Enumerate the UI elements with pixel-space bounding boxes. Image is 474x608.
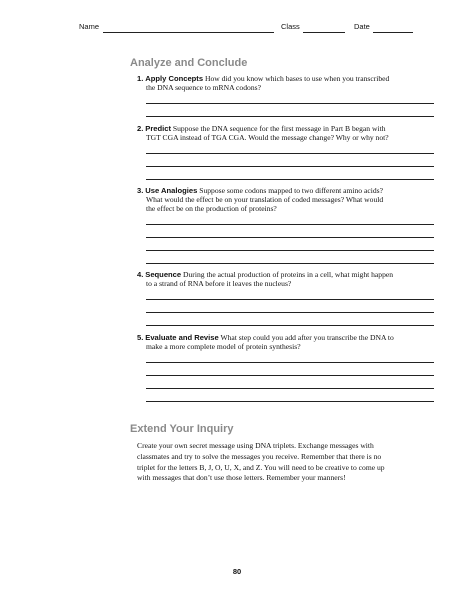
question-text: Suppose some codons mapped to two different amino acids? [199, 186, 383, 195]
answer-line[interactable] [146, 299, 434, 300]
question-text: Suppose the DNA sequence for the first message in Part B began with [172, 124, 386, 133]
name-label: Name [79, 22, 100, 31]
answer-line[interactable] [146, 179, 434, 180]
question-text: How did you know which bases to use when you transcribed [204, 74, 390, 83]
question-keyword: Evaluate and Revise [145, 333, 219, 342]
answer-line[interactable] [146, 153, 434, 154]
answer-line[interactable] [146, 224, 434, 225]
question-text: the DNA sequence to mRNA codons? [146, 83, 261, 92]
inquiry-line: Create your own secret message using DNA triplets. Exchange messages with [137, 441, 374, 450]
answer-line[interactable] [146, 103, 434, 104]
question-1 [137, 74, 437, 92]
date-blank[interactable] [373, 32, 413, 33]
question-keyword: Sequence [145, 270, 182, 279]
question-text: the effect be on the production of proteins? [146, 204, 277, 213]
inquiry-line: triplet for the letters B, J, O, U, X, and Z. You will need to be creative to come up [137, 462, 385, 472]
question-number: 1. [137, 74, 144, 83]
question-text: What step could you add after you transcribe the DNA to [220, 333, 394, 342]
question-4 [137, 270, 437, 288]
question-text: During the actual production of proteins in a cell, what might happen [183, 270, 394, 279]
question-text: What would the effect be on your translation of coded messages? What would [146, 195, 384, 204]
question-number: 4. [137, 270, 144, 279]
class-blank[interactable] [303, 32, 345, 33]
answer-line[interactable] [146, 263, 434, 264]
question-text: make a more complete model of protein synthesis? [146, 342, 301, 351]
class-label: Class [281, 22, 300, 31]
question-keyword: Predict [145, 124, 171, 133]
answer-line[interactable] [146, 375, 434, 376]
question-text: to a strand of RNA before it leaves the nucleus? [146, 279, 292, 288]
question-5 [137, 333, 437, 351]
answer-line[interactable] [146, 401, 434, 402]
question-text: TGT CGA instead of TGA CGA. Would the message change? Why or why not? [146, 133, 389, 142]
inquiry-paragraph [137, 441, 437, 484]
question-number: 2. [137, 124, 144, 133]
answer-line[interactable] [146, 237, 434, 238]
question-number: 5. [137, 333, 144, 342]
date-label: Date [354, 22, 370, 31]
question-number: 3. [137, 186, 144, 195]
answer-line[interactable] [146, 388, 434, 389]
answer-line[interactable] [146, 250, 434, 251]
analyze-conclude-title: Analyze and Conclude [130, 57, 248, 69]
answer-line[interactable] [146, 116, 434, 117]
student-info-header [79, 22, 413, 36]
answer-line[interactable] [146, 312, 434, 313]
question-3 [137, 186, 437, 213]
answer-line[interactable] [146, 362, 434, 363]
inquiry-line: classmates and try to solve the messages you receive. Remember that there is no [137, 451, 382, 461]
inquiry-line: with messages that don’t use those letters. Remember your manners! [137, 473, 346, 483]
question-keyword: Use Analogies [145, 186, 198, 195]
page-number: 80 [232, 567, 242, 576]
name-blank[interactable] [103, 32, 274, 33]
question-keyword: Apply Concepts [145, 74, 204, 83]
question-2 [137, 124, 437, 142]
answer-line[interactable] [146, 166, 434, 167]
answer-line[interactable] [146, 325, 434, 326]
extend-inquiry-title: Extend Your Inquiry [130, 423, 234, 435]
